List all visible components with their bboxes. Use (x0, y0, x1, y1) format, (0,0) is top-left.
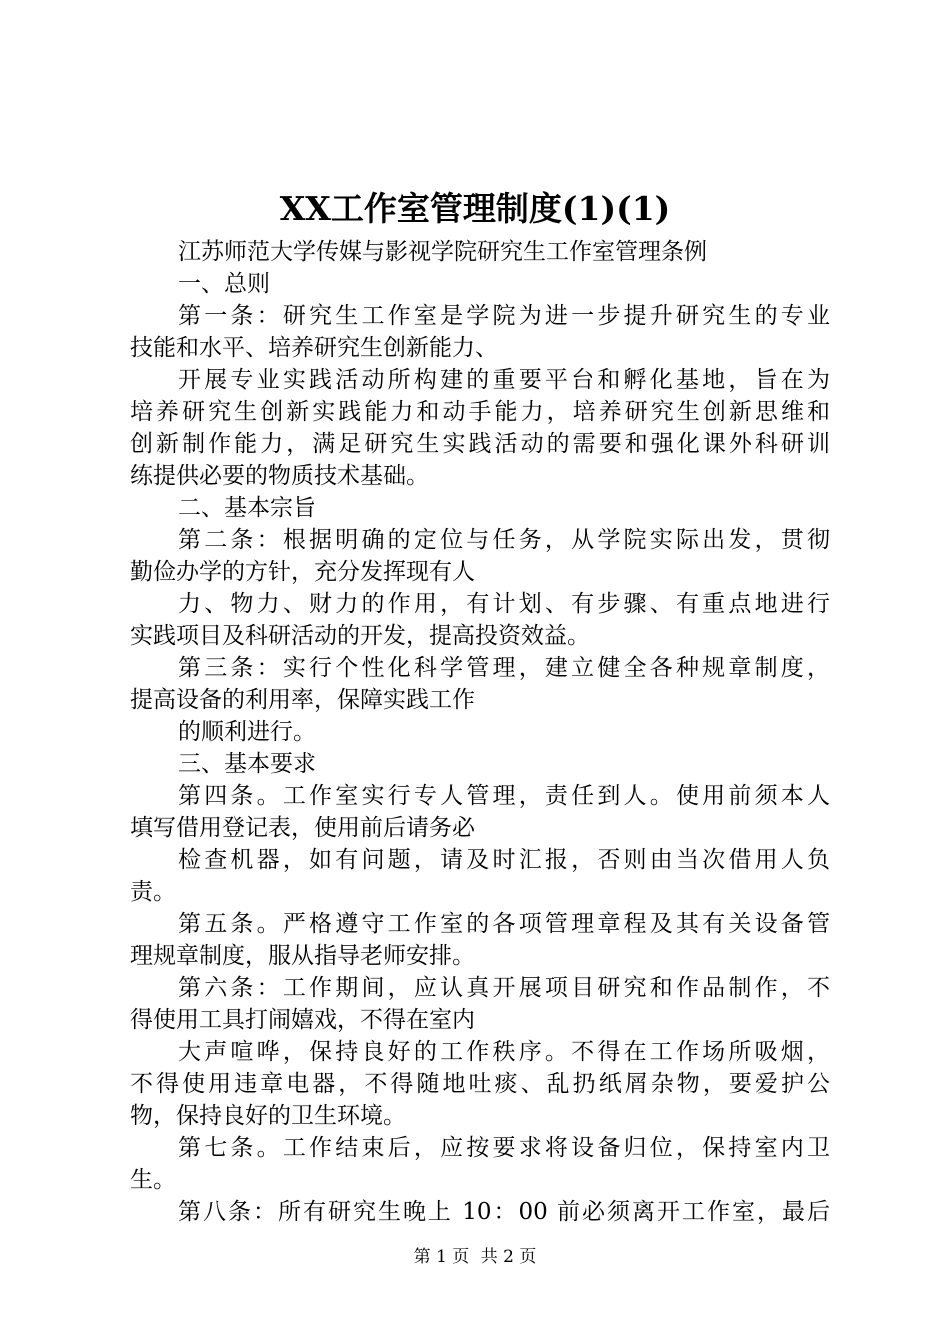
document-line: 生。 (130, 1167, 176, 1193)
document-line: 不得使用违章电器，不得随地吐痰、乱扔纸屑杂物，要爱护公 (130, 1071, 830, 1097)
document-line: 培养研究生创新实践能力和动手能力，培养研究生创新思维和 (130, 399, 830, 425)
document-line: 实践项目及科研活动的开发，提高投资效益。 (130, 623, 590, 649)
document-line: 理规章制度，服从指导老师安排。 (130, 943, 475, 969)
document-line: 第三条：实行个性化科学管理，建立健全各种规章制度， (178, 655, 830, 681)
document-line: 物，保持良好的卫生环境。 (130, 1103, 406, 1129)
document-line: 力、物力、财力的作用，有计划、有步骤、有重点地进行 (178, 591, 830, 617)
document-line: 得使用工具打闹嬉戏，不得在室内 (130, 1007, 475, 1033)
page-number-current: 第 1 页 (413, 1247, 470, 1267)
document-line: 创新制作能力，满足研究生实践活动的需要和强化课外科研训 (130, 431, 830, 457)
document-line: 江苏师范大学传媒与影视学院研究生工作室管理条例 (178, 239, 707, 265)
document-line: 技能和水平、培养研究生创新能力、 (130, 335, 498, 361)
document-body (130, 236, 830, 1228)
document-line: 勤俭办学的方针，充分发挥现有人 (130, 559, 475, 585)
document-title: XX工作室管理制度(1)(1) (279, 189, 671, 228)
document-line: 第五条。严格遵守工作室的各项管理章程及其有关设备管 (178, 911, 830, 937)
document-line: 责。 (130, 879, 176, 905)
document-line: 提高设备的利用率，保障实践工作 (130, 687, 475, 713)
document-line: 练提供必要的物质技术基础。 (130, 463, 429, 489)
document-line: 第六条：工作期间，应认真开展项目研究和作品制作，不 (178, 975, 830, 1001)
document-line: 第一条：研究生工作室是学院为进一步提升研究生的专业 (178, 303, 830, 329)
page-footer (0, 1242, 950, 1267)
document-line: 第四条。工作室实行专人管理，责任到人。使用前须本人 (178, 783, 830, 809)
document-line: 第二条：根据明确的定位与任务，从学院实际出发，贯彻 (178, 527, 830, 553)
document-line: 检查机器，如有问题，请及时汇报，否则由当次借用人负 (178, 847, 830, 873)
document-line: 填写借用登记表，使用前后请务必 (130, 815, 475, 841)
document-line: 第八条：所有研究生晚上 10：00 前必须离开工作室，最后 (178, 1199, 830, 1225)
document-line: 三、基本要求 (178, 751, 316, 777)
document-line: 二、基本宗旨 (178, 495, 316, 521)
document-line: 一、总则 (178, 271, 270, 297)
page-number-total: 共 2 页 (480, 1247, 537, 1267)
document-line: 大声喧哗，保持良好的工作秩序。不得在工作场所吸烟， (178, 1039, 830, 1065)
document-line: 的顺利进行。 (178, 719, 316, 745)
document-line: 开展专业实践活动所构建的重要平台和孵化基地，旨在为 (178, 367, 830, 393)
document-line: 第七条。工作结束后，应按要求将设备归位，保持室内卫 (178, 1135, 830, 1161)
